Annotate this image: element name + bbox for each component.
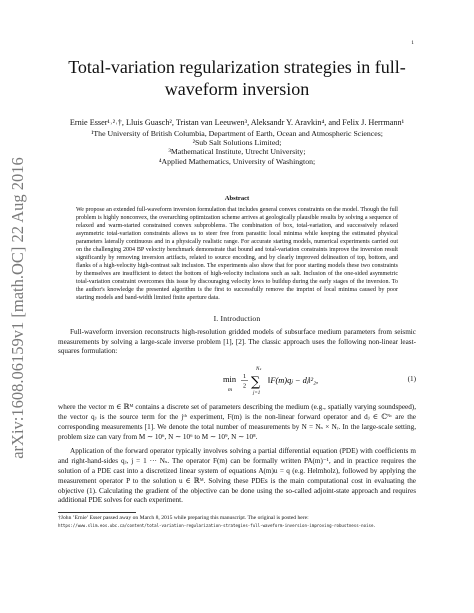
intro-paragraph-3: Application of the forward operator typically involves solving a partial differential equation (PDE) with coefficients m and right-hand-sides qⱼ, j = 1 ··· Nₛ. The operator F(m) can be formally written PA(m)⁻¹, and in practice requires the solution of a PDE cast into a discretized linear system of equations A(m)u = q (e.g. Helmholz), followed by applying the measurement operator P to the solution u ∈ ℝᴹ. Solving these PDEs is the main computational cost in evaluating the objective (1). Calculating the gradient of the objective can be done using the so-called adjoint-state approach and requires additional PDE solves for each experiment. [58,447,416,505]
intro-paragraph-1: Full-waveform inversion reconstructs high-resolution gridded models of subsurface medium parameters from seismic measurements by solving a large-scale inverse problem [1], [2]. The classic approach uses the following non-linear least-squares formulation: [58,327,416,356]
eq-fraction-denominator: 2 [243,382,247,390]
equation-1-number: (1) [407,375,416,384]
equation-1 [58,361,416,401]
eq-objective-body: ‖F(m)qⱼ − dⱼ‖²₂, [268,376,319,386]
arxiv-identifier[interactable]: arXiv:1608.06159v1 [math.OC] 22 Aug 2016 [8,157,27,459]
paper-content [58,56,416,531]
affiliation-2: ²Sub Salt Solutions Limited; [192,138,282,148]
eq-fraction-numerator: 1 [243,373,247,381]
footnote-link[interactable]: https://www.slim.eos.ubc.ca/content/total-variation-regularization-strategies-full-waveform-inversion-improving-robustness-noise. [58,523,376,529]
abstract-heading: Abstract [224,194,250,202]
arxiv-stamp [4,138,32,478]
affiliation-list [58,129,416,166]
equation-1-formula [222,363,372,401]
footnote-divider [58,512,136,513]
intro-paragraph-2: where the vector m ∈ ℝᴹ contains a discrete set of parameters describing the medium (e.g., spatially varying soundspeed), the vector qⱼ is the source term for the jᵗʰ experiment, F(m) is the non-linear forward operator and dⱼ ∈ ℂᴺᶜ are the corresponding measurements [1]. We denote the total number of measurements by N = Nₛ × Nᵣ. In the large-scale setting, problem size can vary from M ∼ 10⁶, N ∼ 10⁶ to M ∼ 10⁹, N ∼ 10⁸. [58,403,416,441]
author-list: Ernie Esser¹˒²˒†, Lluis Guasch², Tristan van Leeuwen³, Aleksandr Y. Aravkin⁴, and Felix J. Herrmann¹ [69,118,405,127]
eq-min-variable: m [228,387,233,394]
affiliation-1: ¹The University of British Columbia, Department of Earth, Ocean and Atmospheric Sciences; [91,129,383,138]
eq-sum-symbol: ∑ [251,375,261,391]
affiliation-4: ⁴Applied Mathematics, University of Washington; [158,156,316,166]
footnote [58,515,416,530]
page-number: 1 [411,40,414,46]
footnote-text: †John ’Ernie’ Esser passed away on March 8, 2015 while preparing this manuscript. The original is posted here: [58,515,309,522]
eq-min: min [223,375,237,385]
paper-title: Total-variation regularization strategies in full-waveform inversion [68,57,406,99]
abstract-text: We propose an extended full-waveform inversion formulation that includes general convex constraints on the model. Though the full problem is highly nonconvex, the overarching optimization scheme arrives at geologically plausible results by solving a sequence of relaxed and warm-started constrained convex subproblems. The combination of box, total-variation, and successively relaxed asymmetric total-variation constraints allows us to steer free from parasitic local minima while keeping the estimated physical parameters laterally continuous and in a physically realistic range. For accurate starting models, numerical experiments carried out on the challenging 2004 BP velocity benchmark demonstrate that bound and total-variation constraints improve the inversion result significantly by removing inversion artifacts, related to source encoding, and by clearly improved delineation of top, bottom, and flanks of a high-velocity high-contrast salt inclusion. The experiments also show that for poor starting models these two constraints by themselves are insufficient to detect the bottom of high-velocity inclusions such as salt. Inclusion of the one-sided asymmetric total-variation constraint overcomes this issue by discouraging velocity lows to buildup during the early stages of the inversion. To the author's knowledge the presented algorithm is the first to successfully remove the imprint of local minima caused by poor starting models and band-width limited finite aperture data. [76,206,398,301]
section-heading-introduction: I. Introduction [213,313,261,323]
eq-sum-upper-limit: Nₛ [256,367,262,373]
eq-sum-lower-limit: j=1 [253,391,261,397]
affiliation-3: ³Mathematical Institute, Utrecht University; [168,147,306,157]
